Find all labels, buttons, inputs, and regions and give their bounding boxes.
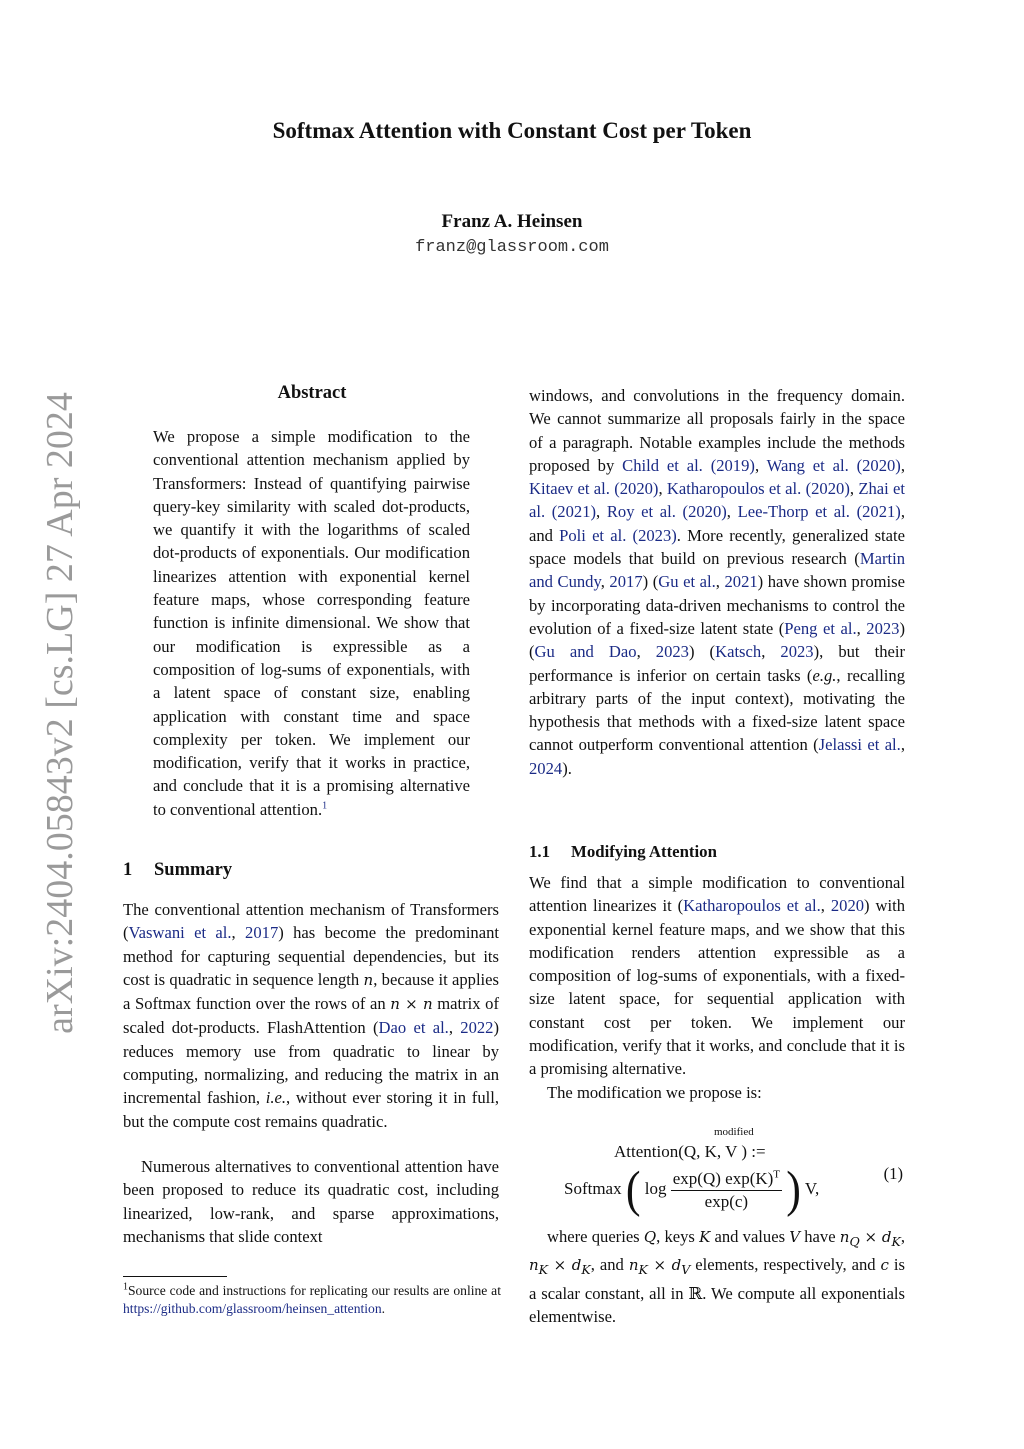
citation-roy-year[interactable]: (2020)	[682, 502, 727, 522]
fraction-numerator: exp(Q) $\exp(K)^T$	[671, 1169, 782, 1191]
citation-katsch-year[interactable]: 2023	[780, 642, 814, 662]
section1-paragraph-2-continued: windows, and convolutions in the frequency domain. We cannot summarize all proposals fairly in the space of a paragraph. Notable examples include the methods proposed by Child et al. (2019), Wang et al. (2020), Kitaev et al. (2020), Katharopoulos et al. (2020), Zhai et al. (2021), Roy et al. (2020), Lee-Thorp et al. (2021), and Poli et al. (2023). More recently, generalized state space models that build on previous research (Martin and Cundy, 2017) (Gu et al., 2021) have shown promise by incorporating data-driven mechanisms to control the evolution of a fixed-size latent state (Peng et al., 2023) (Gu and Dao, 2023) (Katsch, 2023), but their performance is inferior on certain tasks (e.g., recalling arbitrary parts of the input context), motivating the hypothesis that methods with a fixed-size latent space cannot outperform conventional attention (Jelassi et al., 2024).	[529, 386, 906, 778]
citation-gu-year[interactable]: 2021	[724, 572, 758, 592]
citation-child-year[interactable]: (2019)	[710, 455, 755, 475]
citation-dao[interactable]: Dao et al.	[378, 1018, 449, 1038]
right-paren: )	[786, 1161, 801, 1218]
equation-rhs	[564, 1161, 820, 1220]
equation-number: (1)	[883, 1164, 903, 1183]
github-link[interactable]: https://github.com/glassroom/heinsen_attention	[123, 1300, 382, 1316]
citation-katharopoulos[interactable]: Katharopoulos et al.	[666, 479, 802, 499]
equation-tail: V,	[804, 1178, 820, 1198]
citation-katsch[interactable]: Katsch	[715, 642, 762, 662]
subsection-paragraph-1: We find that a simple modification to conventional attention linearizes it (Katharopoulos et al., 2020) with exponential kernel feature maps, and we show that this modification renders attention expressible as a composition of log-sums of exponentials, with a fixed-size latent space, for sequential application with constant cost per token. We implement our modification, verify that it works, and conclude that it is a promising alternative.	[529, 873, 905, 1079]
subsection-paragraph-3: where queries Q, keys K and values V have $n_Q \times d_K$, $n_K \times d_K$, and $n_K \times d_V$ elements, respectively, and c is a scalar constant, all in ℝ. We compute all exponentials elementwise.	[529, 1227, 905, 1326]
citation-kitaev[interactable]: Kitaev et al.	[529, 479, 610, 499]
citation-child[interactable]: Child et al.	[622, 455, 703, 475]
equation-fraction	[671, 1169, 782, 1212]
citation-zhai-year[interactable]: (2021)	[551, 502, 597, 522]
equation-1	[529, 1126, 905, 1226]
author-name: Franz A. Heinsen	[441, 211, 583, 232]
equation-lhs-text: Attention(Q, K, V ) :=	[614, 1142, 766, 1161]
citation-martin-year[interactable]: 2017	[609, 572, 643, 592]
paper-title: Softmax Attention with Constant Cost per Token	[272, 118, 752, 143]
author-email: franz@glassroom.com	[415, 238, 609, 257]
citation-dao-year[interactable]: 2022	[460, 1018, 494, 1038]
footnote-rule	[123, 1276, 227, 1277]
footnote: $^1$Source code and instructions for replicating our results are online at https://github.com/glassroom/heinsen_attention.	[123, 1281, 501, 1316]
section1-paragraph-2: Numerous alternatives to conventional attention have been proposed to reduce its quadratic cost, including linearized, low-rank, and sparse approximations, mechanisms that slide context	[123, 1157, 499, 1246]
citation-gu-dao-year[interactable]: 2023	[655, 642, 689, 662]
arxiv-identifier: arXiv:2404.05843v2 [cs.LG] 27 Apr 2024	[39, 392, 81, 1034]
left-paren: (	[625, 1161, 641, 1218]
equation-overset: modified	[714, 1126, 754, 1138]
section-heading: 1 Summary	[123, 860, 233, 880]
citation-katharopoulos-2[interactable]: Katharopoulos et al.	[683, 896, 821, 916]
citation-lee-thorp[interactable]: Lee-Thorp et al.	[737, 502, 850, 522]
citation-peng[interactable]: Peng et al.	[784, 618, 857, 638]
citation-katharopoulos-year[interactable]: (2020)	[805, 479, 850, 499]
citation-roy[interactable]: Roy et al.	[606, 502, 676, 522]
citation-poli-year[interactable]: (2023)	[632, 525, 677, 545]
citation-gu-dao[interactable]: Gu and Dao	[534, 642, 637, 662]
softmax-label: Softmax	[564, 1178, 622, 1198]
footnote-ref[interactable]: 1	[322, 800, 328, 812]
citation-wang-year[interactable]: (2020)	[856, 455, 901, 475]
fraction-denominator: exp(c)	[704, 1191, 749, 1211]
citation-jelassi[interactable]: Jelassi et al.	[818, 735, 901, 755]
citation-jelassi-year[interactable]: 2024	[529, 758, 563, 778]
citation-vaswani-year[interactable]: 2017	[245, 923, 279, 943]
citation-martin[interactable]: Martin and Cundy	[529, 549, 905, 592]
citation-kitaev-year[interactable]: (2020)	[614, 479, 659, 499]
citation-vaswani[interactable]: Vaswani et al.	[128, 923, 232, 943]
citation-katharopoulos-2-year[interactable]: 2020	[830, 896, 865, 916]
abstract-heading: Abstract	[277, 383, 347, 403]
subsection-heading: 1.1 Modifying Attention	[529, 842, 717, 861]
citation-lee-thorp-year[interactable]: (2021)	[856, 502, 901, 522]
citation-peng-year[interactable]: 2023	[866, 618, 900, 638]
citation-poli[interactable]: Poli et al.	[559, 525, 627, 545]
citation-zhai[interactable]: Zhai et al.	[529, 479, 905, 522]
citation-wang[interactable]: Wang et al.	[766, 455, 849, 475]
log-label: log	[644, 1178, 667, 1198]
citation-gu[interactable]: Gu et al.	[658, 572, 716, 592]
section1-paragraph-1: The conventional attention mechanism of Transformers (Vaswani et al., 2017) has become the predominant method for capturing sequential dependencies, but its cost is quadratic in sequence length n, because it applies a Softmax function over the rows of an n × n matrix of scaled dot-products. FlashAttention (Dao et al., 2022) reduces memory use from quadratic to linear by computing, normalizing, and reducing the matrix in an incremental fashion, i.e., without ever storing it in full, but the compute cost remains quadratic.	[123, 900, 499, 1131]
subsection-paragraph-2: The modification we propose is:	[547, 1083, 762, 1102]
abstract-text: We propose a simple modification to the conventional attention mechanism applied by Transformers: Instead of quantifying pairwise query-key similarity with scaled dot-products, we quantify it with the logarithms of scaled dot-products of exponentials. Our modification linearizes attention with exponential kernel feature maps, whose corresponding feature function is infinite dimensional. We show that our modification is expressible as a composition of log-sums of exponentials, with a latent space of constant size, enabling application with constant time and space complexity per token. We implement our modification, verify that it works in practice, and conclude that it is a promising alternative to conventional attention.$^1$	[153, 427, 470, 819]
